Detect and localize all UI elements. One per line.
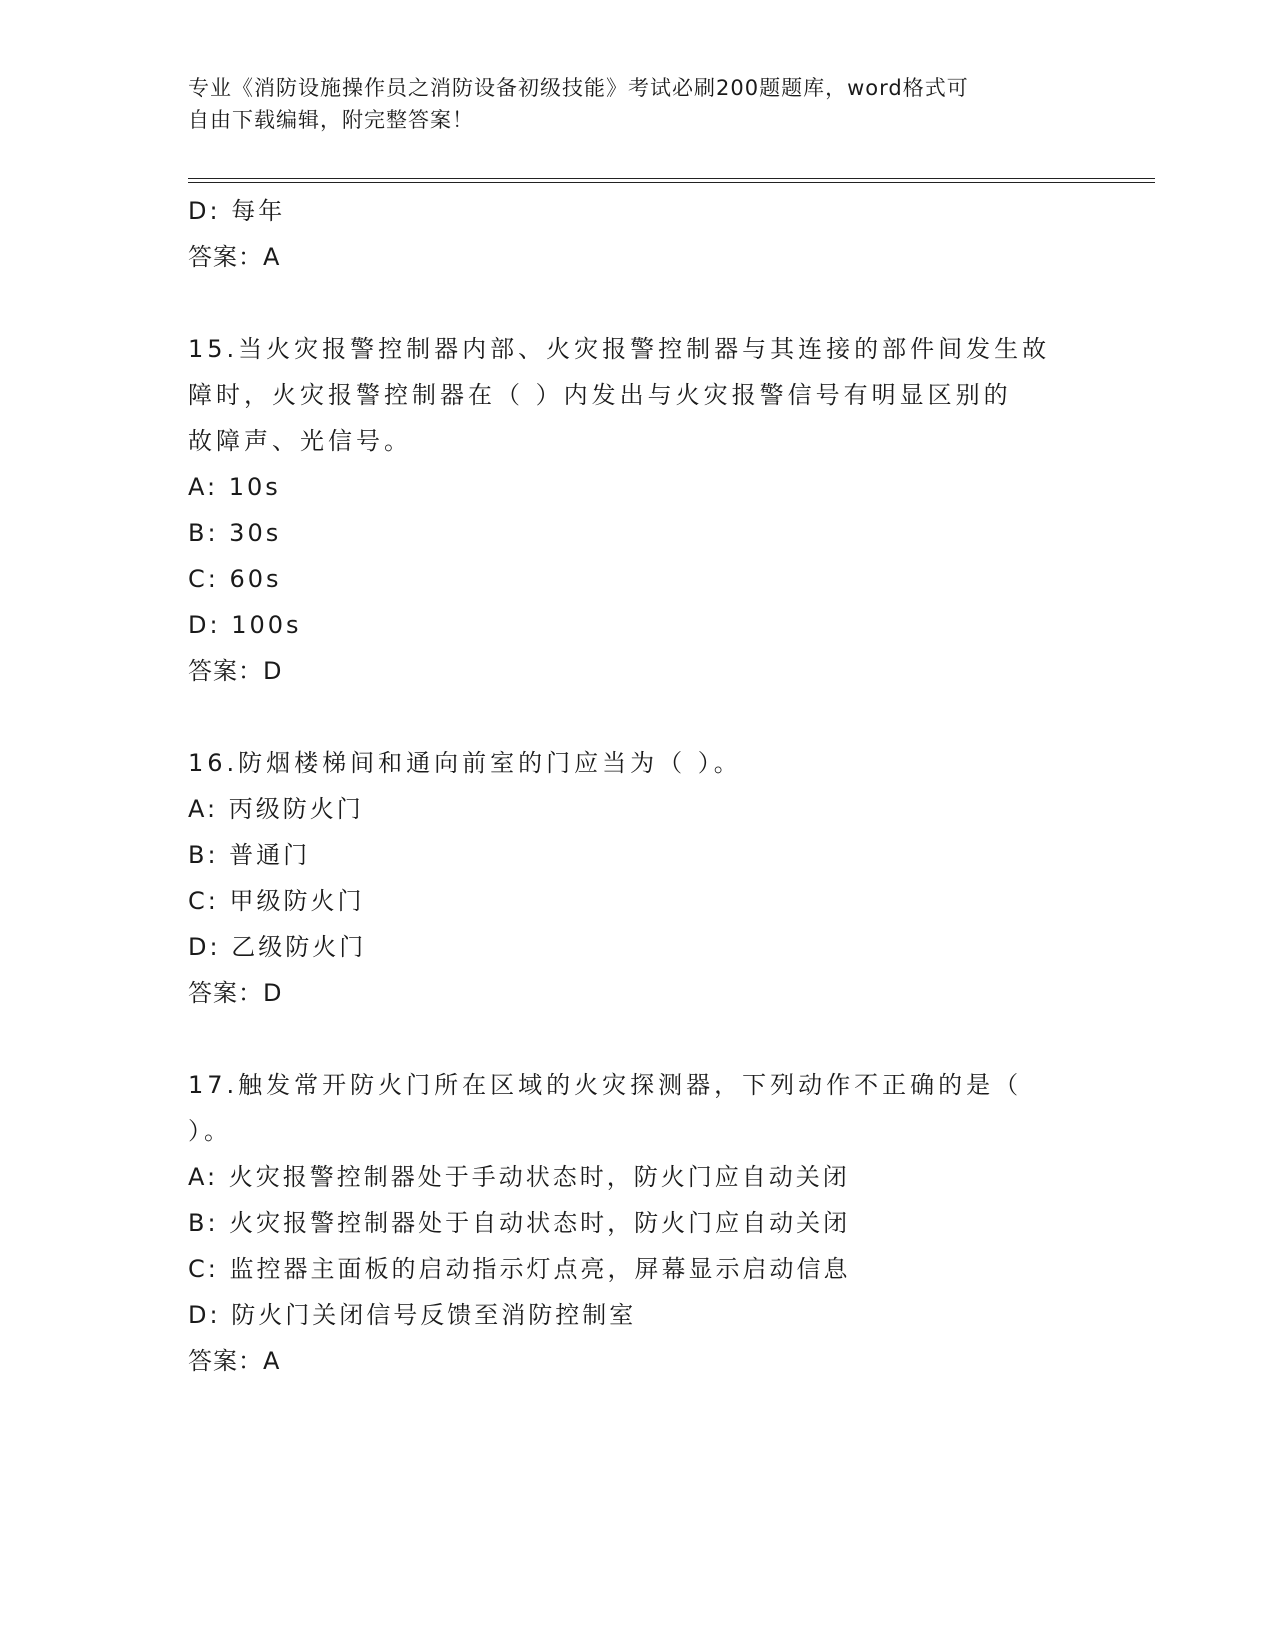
question-text-line: ）。	[188, 1117, 232, 1145]
question-text-line: 15.当火灾报警控制器内部、火灾报警控制器与其连接的部件间发生故	[188, 335, 1051, 363]
spacer	[188, 694, 1088, 740]
question-text-line: 故障声、光信号。	[188, 427, 412, 455]
option-b: B: 火灾报警控制器处于自动状态时，防火门应自动关闭	[188, 1209, 851, 1237]
answer-line: 答案：D	[188, 657, 283, 685]
question-14-tail	[188, 188, 1088, 280]
question-15	[188, 326, 1088, 694]
option-d: D: 防火门关闭信号反馈至消防控制室	[188, 1301, 637, 1329]
option-c: C: 甲级防火门	[188, 887, 365, 915]
header-line-1: 专业《消防设施操作员之消防设备初级技能》考试必刷200题题库，word格式可	[188, 76, 969, 100]
question-text-line: 17.触发常开防火门所在区域的火灾探测器，下列动作不正确的是（	[188, 1071, 1023, 1099]
option-c: C: 监控器主面板的启动指示灯点亮，屏幕显示启动信息	[188, 1255, 851, 1283]
option-d: D: 100s	[188, 611, 302, 639]
answer-line: 答案：A	[188, 243, 281, 271]
header-divider-top	[188, 178, 1155, 179]
question-17	[188, 1062, 1088, 1384]
header-divider-bottom	[188, 182, 1155, 183]
option-a: A: 10s	[188, 473, 281, 501]
question-list	[188, 188, 1088, 1384]
option-d: D: 每年	[188, 197, 286, 225]
question-text-line: 16.防烟楼梯间和通向前室的门应当为（ ）。	[188, 749, 742, 777]
answer-line: 答案：A	[188, 1347, 281, 1375]
question-text-line: 障时，火灾报警控制器在（ ）内发出与火灾报警信号有明显区别的	[188, 381, 1012, 409]
option-a: A: 火灾报警控制器处于手动状态时，防火门应自动关闭	[188, 1163, 850, 1191]
option-c: C: 60s	[188, 565, 282, 593]
option-d: D: 乙级防火门	[188, 933, 367, 961]
answer-line: 答案：D	[188, 979, 283, 1007]
spacer	[188, 280, 1088, 326]
document-header	[188, 72, 1088, 136]
option-b: B: 普通门	[188, 841, 311, 869]
option-b: B: 30s	[188, 519, 282, 547]
question-16	[188, 740, 1088, 1016]
header-line-2: 自由下载编辑，附完整答案！	[188, 108, 474, 132]
option-a: A: 丙级防火门	[188, 795, 364, 823]
spacer	[188, 1016, 1088, 1062]
